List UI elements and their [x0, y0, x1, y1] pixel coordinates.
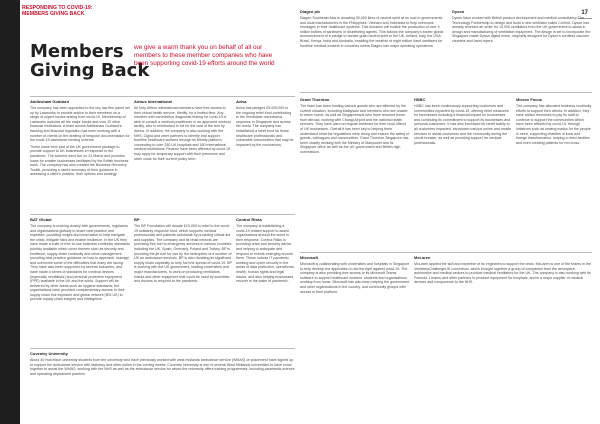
- block-addleshaw: [30, 100, 130, 179]
- block-micron: [516, 98, 592, 147]
- block-university: [30, 352, 295, 378]
- block-dyson-head: Dyson: [452, 9, 465, 14]
- block-aviva: [236, 100, 294, 149]
- block-microsoft: [300, 256, 410, 296]
- block-control-body: The company is establishing a covid-19 related support to assist organisations around the world in their response. Control Risks is providing crisis and security advice and helping to anticipate and respond to events emerging around them. These include IT pandemic working and cyber security in the areas of data protection, operational health, human rights and legal issues, and also helping businesses recover in the wake of pandemic.: [236, 223, 294, 284]
- block-diageo: [300, 10, 445, 50]
- block-diageo-head: Diageo plc: [300, 9, 321, 14]
- block-mclaren: [414, 256, 592, 287]
- divider-top-right: [300, 92, 592, 93]
- block-airbus: [134, 100, 232, 163]
- block-grant-head: Grant Thornton: [300, 97, 330, 102]
- block-aviva-body: Aviva has pledged £5,000,000 to the ongoing relief fund contributing to the immediate coronavirus response in Singapore and across the world. The company has established a relief fund for those healthcare professionals and vulnerable communities that may be impacted by the coronavirus.: [236, 105, 294, 147]
- block-bp: [134, 218, 232, 286]
- block-bat-body: The company is working closely with governments, regulators and organisations globally to share best practice and expertise, providing insight and information to help navigate the crisis, mitigate risks and enable resilience. In the UK they have made a suite of free-to-use business continuity standards publicly available which cover themes such as security and resilience, supply chain continuity and crisis management, providing best practice guidance on how to approach, manage and overcome some of the difficulties that many are facing. They have also been supported by several industries, and have made a series of standards for medical devices (especially ventilators) and personal protective equipment (PPE) available in the UK and the world. Support will be delivered by other areas such as hygiene standards, the organisations have provided complementary access to their supply chain risk exposure and global network (BSI UK) to provide supply chain insights and intelligence.: [30, 223, 130, 302]
- page-sidebar: [0, 0, 20, 424]
- section-header: [22, 5, 93, 17]
- divider-row1: [30, 96, 295, 97]
- block-control: [236, 218, 294, 286]
- block-grant: [300, 98, 410, 157]
- block-grant-body: The team has been hosting various guests who are affected by the current situation, including Malaysian and members who are unable to return home, as well as Singaporeans who have returned home from abroad, working with Changi Airport and the national health services. They have also run regular webinars for their local offices of UK businesses. Overall it has been key to helping them understand what the regulations were doing and ensure the safety of guests, colleagues and communities. Grant Thornton Singapore has been closely working with the Ministry of Manpower and its Singapore office as well as the UK government and British high commission.: [300, 103, 410, 154]
- block-addleshaw-head: Addleshaw Goddard: [30, 99, 69, 104]
- block-bat-head: BAT Global: [30, 217, 52, 222]
- block-university-head: Coventry University: [30, 351, 68, 356]
- block-addleshaw-body1: The company has been appointed to the key law firm panel set up by Lawworks to provide advice to their members on a range of urgent issues arising from covid-19. Membership of Lawworks includes all the major banks and over 20 other financial institutions. A team across Addleshaw Goddard's banking and financial regulation has been working with a number of clients on the drafting of bespoke documentation for the covid-19 assistance lending scheme.: [30, 105, 130, 143]
- block-airbus-body: All forty Airbus international members have free access to their virtual health service, Medify, for a limited time. Any member with coronavirus diagnostic testing for covid-19 is able to consult a medical practitioner in an approved medical facility, who is reimbursed in full for the cost of the test by Airbus. In addition, the company is also working with the NHS, Cigna and other partners to identify and support frontline healthcare workers through its Medify platform, connecting to over 250 UK hospitals and 180 international medical institutions. Finance have been affected by covid-19 may apply for temporary support with their premiums and other costs for their current policy term.: [134, 105, 231, 161]
- block-university-body: About 40 Hutchison university students from the university who have previously worked with west midlands ambulance service (WMAS) on placement have signed up to support the ambulance service with statutory and other duties in the coming weeks. Coventry University is one of several West Midlands universities to have come together to assist the WMAS, working with the NHS as well as the ambulance service for whom the university offers training programmes, including paramedic science and operating department practice.: [30, 357, 295, 376]
- block-diageo-body: Diageo Southeast Asia is donating 90,000 litres of neutral spirit at no cost to governments and local manufacturers in the Philippines, Vietnam and Indonesia to help overcome shortages in their healthcare systems. This donation will enable the production of over 4 million bottles of sanitisers or disinfecting agents. This follows the company's earlier global announcement of a pledge to donate grain neutral spirit to the UK, Ireland, Italy, the USA, Brazil, Kenya, India and Australia, enabling the creation of eight million hand sanitisers for frontline medical workers in countries where Diageo has major operating operations.: [300, 15, 444, 48]
- block-hsbc-head: HSBC: [414, 97, 426, 102]
- divider-row2: [30, 214, 295, 215]
- block-aviva-head: Aviva: [236, 99, 247, 104]
- section-header-line2: MEMBERS GIVING BACK: [22, 11, 85, 17]
- block-dyson-body: Dyson have worked with British product development and medical consultancy The Technology Partnership to design and build a new ventilator called CoVent. Dyson has already received an order for 10,000 ventilators from the UK government to assist in design and manufacturing of ventilation equipment. The design is set to incorporate the Singapore-made Dyson digital motor, originally designed for Dyson's cordless vacuum cleaners and hand dryers.: [452, 15, 591, 43]
- block-hsbc: [414, 98, 512, 147]
- block-microsoft-head: Microsoft: [300, 255, 318, 260]
- block-dyson: [452, 10, 592, 46]
- block-bat: [30, 218, 130, 304]
- block-addleshaw-body2: These loans form part of the UK government package to provide support to UK businesses in response to the pandemic. The scheme went live on 23 March and provides loans for smaller businesses facilitated by the British business bank. The company has also created the Business Recovery Toolkit, providing a useful summary of their guidance in assessing a client's position, their options and strategy.: [30, 144, 129, 177]
- section-header-line1: RESPONDING TO COVID-19:: [22, 5, 93, 11]
- page-number: 17: [581, 10, 588, 16]
- block-micron-head: Micron Focus: [516, 97, 543, 102]
- block-mclaren-head: McLaren: [414, 255, 431, 260]
- block-hsbc-body: HSBC has been continuously supporting customers and communities impacted by covid-19, offering relief measures for businesses including a financial impact for businesses and continuing its commitment to support its businesses and personal customers. It has also increased its credit facility to all customers impacted, introduced various online and mobile services to assist customers and the community during the circuit breaker, as well as providing support for medical professionals.: [414, 103, 512, 145]
- intro-text: we give a warm thank you on behalf of all our members to these member companies who have been supporting covid-19 efforts around the world: [134, 44, 275, 67]
- block-airbus-head: Airbus International: [134, 99, 172, 104]
- divider-row2-right: [300, 252, 592, 253]
- block-micron-body: The company has allocated business continuity efforts to support their clients. In addition, they have added resources to pay its staff to continue to support the communities which have been affected by covid-19, through initiatives such as sewing masks for the people in need, supporting charities in local and foreign transformation, helping to feed families and even creating patients for red cross.: [516, 103, 592, 145]
- page-title-line1: Members: [30, 41, 124, 62]
- block-bp-body: The BP Foundation will donate £10,000 in relief to the covid-19 solidarity response fund, which supports medical professionals and patients worldwide by providing critical aid and supplies. The company and its retail network are providing free fuel to emergency services in various countries including the UK, Spain, Germany, Poland and Turkey. BP is providing the jet fuel for use by the helicopters of a number of UK air ambulance services. BP is also donating its significant supply chain capability to help fuel the spread of covid-19. BP is working with the UK government, leading universities and major manufacturers, to work on producing ventilators, masks and other equipment that could be used by scientists and doctors to respond to the pandemic.: [134, 223, 232, 284]
- page-title-line2: Giving Back: [30, 60, 150, 81]
- block-bp-head: BP: [134, 217, 140, 222]
- block-control-head: Control Risks: [236, 217, 263, 222]
- block-mclaren-body: McLaren applied the skill and expertise of its engineers to support the crisis: McLaren is one of the teams in the VentilatorChallengeUK consortium, which brought together a group of companies from the aerospace, automotive and medical sectors to produce medical ventilators for the UK. The company is also working with its Formula 1 teams and other partners to produce equipment for hospitals, and is a major supplier of medical devices and components to the NHS.: [414, 261, 591, 285]
- divider-row3: [30, 348, 295, 349]
- page-title: [30, 42, 149, 80]
- block-microsoft-body: Microsoft is collaborating with universities and hospitals in Singapore to help develop the application to aid the fight against covid-19. The company is also providing free access to its Microsoft Teams software to support healthcare workers, students and organisations working from home. Microsoft has also been helping the government and other organisations in the country, and community groups with access to their platform.: [300, 261, 410, 294]
